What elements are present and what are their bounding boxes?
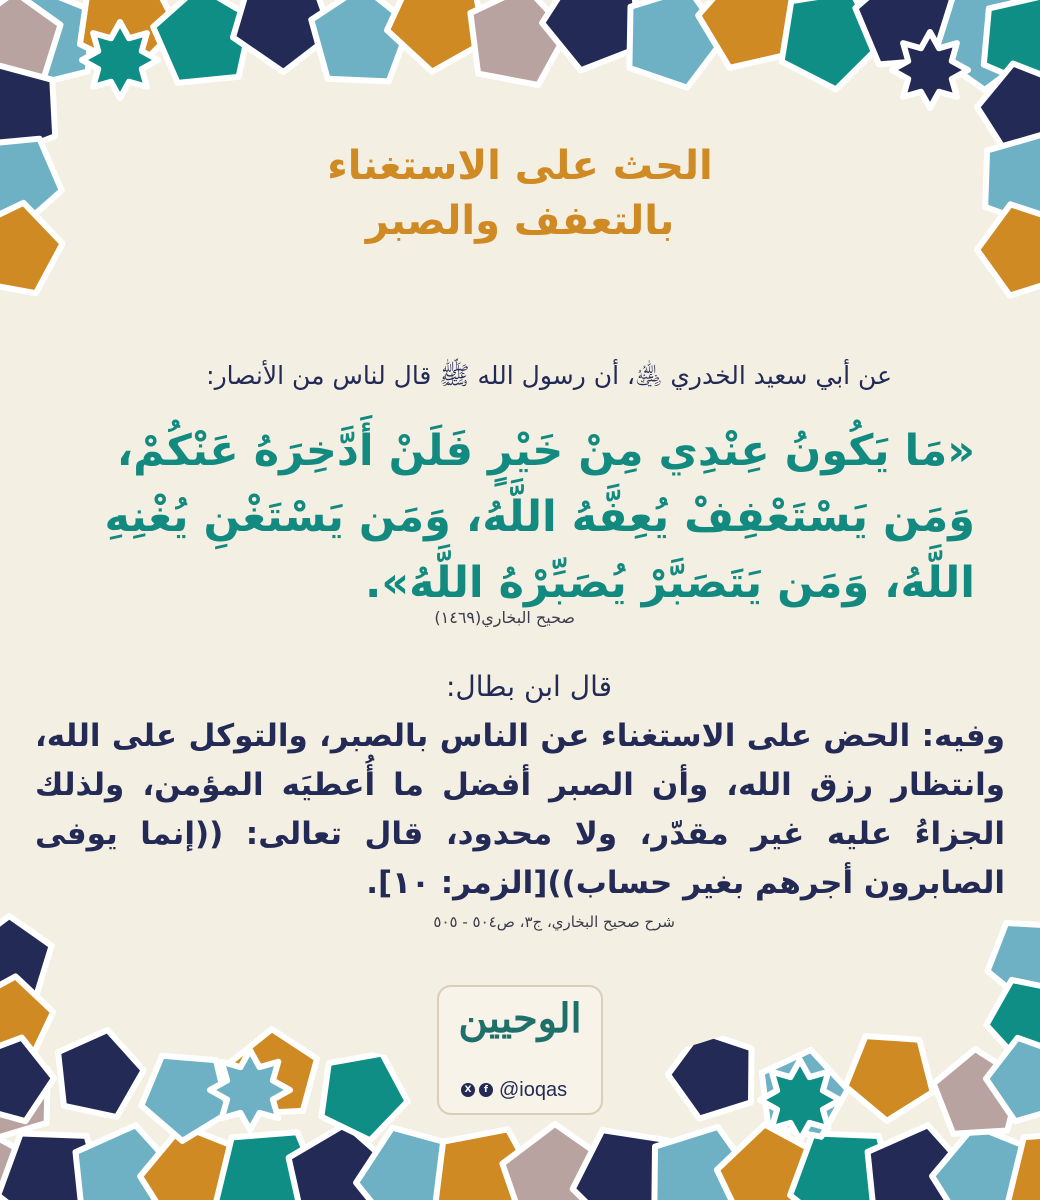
commentary-source: شرح صحيح البخاري، ج٣، ص٥٠٤ - ٥٠٥ [433, 913, 675, 931]
logo-badge [437, 985, 603, 1115]
logo-calligraphy: الوحيين [458, 995, 582, 1042]
social-handle[interactable] [461, 1077, 567, 1103]
hadith-intro: عن أبي سعيد الخدري ﵁، أن رسول الله ﷺ قال لناس من الأنصار: [206, 361, 892, 390]
handle-text: @ioqas [499, 1078, 568, 1101]
page-title-line-2: بالتعفف والصبر [365, 198, 675, 244]
hadith-source: صحيح البخاري(١٤٦٩) [434, 608, 575, 627]
x-icon[interactable]: X [461, 1083, 475, 1097]
commentary-text: وفيه: الحض على الاستغناء عن الناس بالصبر، والتوكل على الله، وانتظار رزق الله، وأن الصبر أفضل ما أُعطيَه المؤمن، ولذلك الجزاءُ عليه غير مقدّر، ولا محدود، قال تعالى: ((إنما يوفى الصابرون أجرهم بغير حساب))[الزمر: ١٠]. [35, 718, 1005, 901]
hadith-text: «مَا يَكُونُ عِنْدِي مِنْ خَيْرٍ فَلَنْ أَدَّخِرَهُ عَنْكُمْ، وَمَن يَسْتَعْفِفْ يُعِفَّهُ اللَّهُ، وَمَن يَسْتَغْنِ يُغْنِهِ اللَّهُ، وَمَن يَتَصَبَّرْ يُصَبِّرْهُ اللَّهُ». [104, 426, 975, 608]
facebook-icon[interactable]: f [479, 1083, 493, 1097]
commentary-author: قال ابن بطال: [445, 670, 612, 703]
page-title-line-1: الحث على الاستغناء [327, 143, 713, 189]
